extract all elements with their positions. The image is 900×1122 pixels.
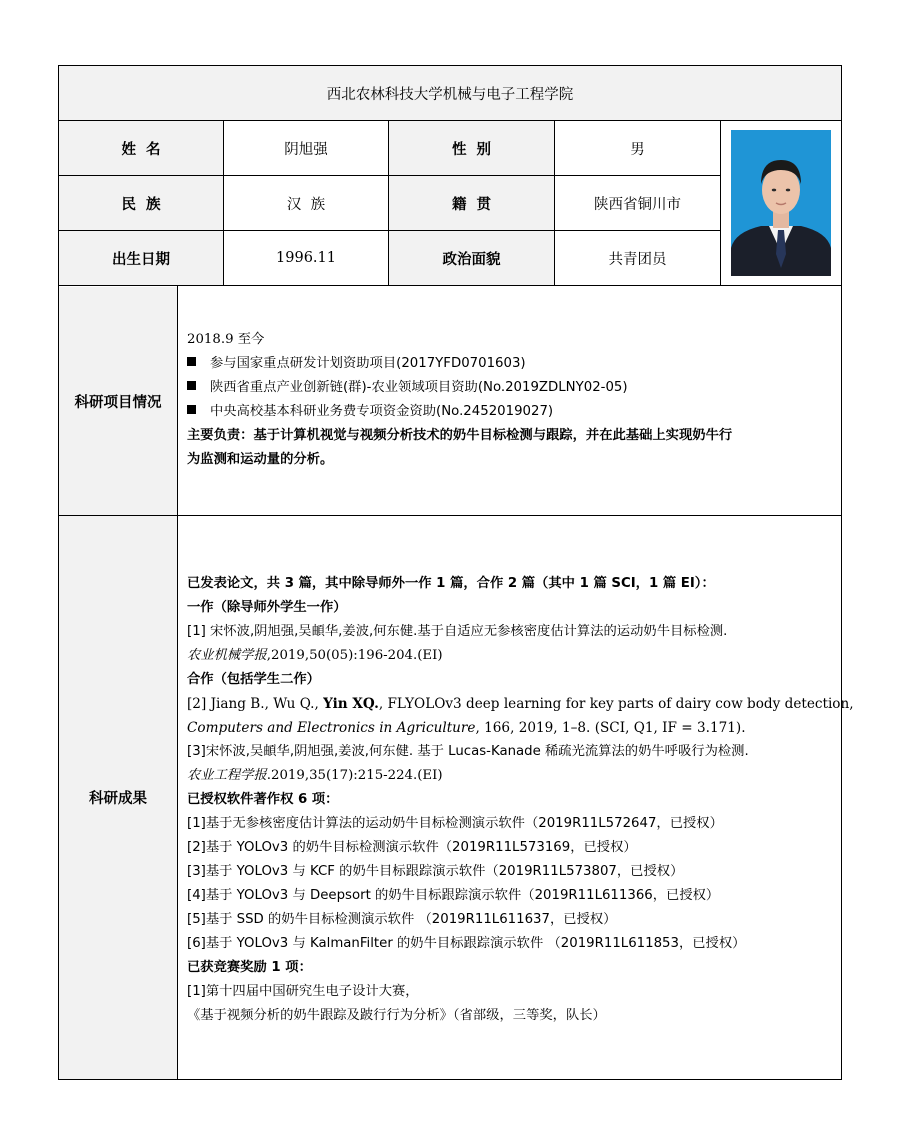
coop-heading: 合作（包括学生二作） bbox=[187, 672, 320, 687]
gender-label: 性 别 bbox=[451, 141, 492, 158]
ethnicity-value: 汉 族 bbox=[286, 196, 326, 213]
profile-photo bbox=[731, 130, 831, 276]
page-title: 西北农林科技大学机械与电子工程学院 bbox=[326, 86, 574, 103]
gender-value: 男 bbox=[630, 141, 645, 158]
paper-3: [3]宋怀波,吴頔华,阴旭强,姜波,何东健. 基于 Lucas-Kanade 稀疏光流算法的奶牛呼吸行为检测. bbox=[187, 744, 749, 759]
projects-duty-cont: 为监测和运动量的分析。 bbox=[187, 452, 334, 467]
awards-heading: 已获竞赛奖励 1 项： bbox=[187, 960, 312, 975]
software-item: [3]基于 YOLOv3 与 KCF 的奶牛目标跟踪演示软件（2019R11L573807，已授权） bbox=[187, 864, 684, 879]
achievements-content bbox=[187, 572, 854, 1028]
paper-2: [2] Jiang B., Wu Q., Yin XQ., FLYOLOv3 deep learning for key parts of dairy cow body detection, bbox=[187, 696, 854, 712]
papers-heading: 已发表论文，共 3 篇，其中除导师外一作 1 篇，合作 2 篇（其中 1 篇 SCI，1 篇 EI）： bbox=[187, 576, 715, 591]
paper-1-journal: 农业机械学报,2019,50(05):196-204.(EI) bbox=[187, 648, 443, 663]
name-label: 姓 名 bbox=[121, 141, 161, 158]
political-label: 政治面貌 bbox=[442, 251, 501, 268]
projects-duty: 主要负责：基于计算机视觉与视频分析技术的奶牛目标检测与跟踪，并在此基础上实现奶牛行 bbox=[187, 428, 733, 443]
software-item: [4]基于 YOLOv3 与 Deepsort 的奶牛目标跟踪演示软件（2019R11L611366，已授权） bbox=[187, 888, 720, 903]
bullet-square-icon bbox=[187, 381, 196, 390]
paper-2-journal: Computers and Electronics in Agriculture, 166, 2019, 1–8. (SCI, Q1, IF = 3.171). bbox=[187, 720, 746, 736]
birth-value: 1996.11 bbox=[276, 250, 336, 266]
birth-label: 出生日期 bbox=[112, 251, 170, 268]
achievements-label: 科研成果 bbox=[89, 791, 147, 807]
ethnicity-label: 民 族 bbox=[121, 196, 161, 213]
bullet-square-icon bbox=[187, 405, 196, 414]
political-value: 共青团员 bbox=[608, 251, 667, 268]
projects-label: 科研项目情况 bbox=[74, 394, 162, 411]
award-item-detail: 《基于视频分析的奶牛跟踪及跛行行为分析》（省部级，三等奖，队长） bbox=[187, 1008, 606, 1023]
software-item: [2]基于 YOLOv3 的奶牛目标检测演示软件（2019R11L573169，已授权） bbox=[187, 840, 637, 855]
software-item: [6]基于 YOLOv3 与 KalmanFilter 的奶牛目标跟踪演示软件 （2019R11L611853，已授权） bbox=[187, 936, 746, 951]
project-item: 中央高校基本科研业务费专项资金资助(No.2452019027) bbox=[187, 400, 835, 424]
paper-3-journal: 农业工程学报.2019,35(17):215-224.(EI) bbox=[187, 768, 443, 783]
origin-value: 陕西省铜川市 bbox=[594, 196, 681, 213]
project-item: 参与国家重点研发计划资助项目(2017YFD0701603) bbox=[187, 352, 835, 376]
award-item: [1]第十四届中国研究生电子设计大赛， bbox=[187, 984, 419, 999]
bullet-square-icon bbox=[187, 357, 196, 366]
origin-label: 籍 贯 bbox=[451, 196, 492, 213]
software-heading: 已授权软件著作权 6 项： bbox=[187, 792, 339, 807]
name-value: 阴旭强 bbox=[284, 141, 328, 158]
paper-1: [1] 宋怀波,阴旭强,吴頔华,姜波,何东健.基于自适应无参核密度估计算法的运动奶牛目标检测. bbox=[187, 624, 728, 639]
first-author-heading: 一作（除导师外学生一作） bbox=[187, 600, 347, 615]
projects-content bbox=[187, 328, 835, 472]
software-item: [1]基于无参核密度估计算法的运动奶牛目标检测演示软件（2019R11L572647，已授权） bbox=[187, 816, 723, 831]
software-item: [5]基于 SSD 的奶牛目标检测演示软件 （2019R11L611637，已授权） bbox=[187, 912, 617, 927]
project-item: 陕西省重点产业创新链(群)-农业领域项目资助(No.2019ZDLNY02-05) bbox=[187, 376, 835, 400]
projects-period: 2018.9 至今 bbox=[187, 332, 265, 347]
